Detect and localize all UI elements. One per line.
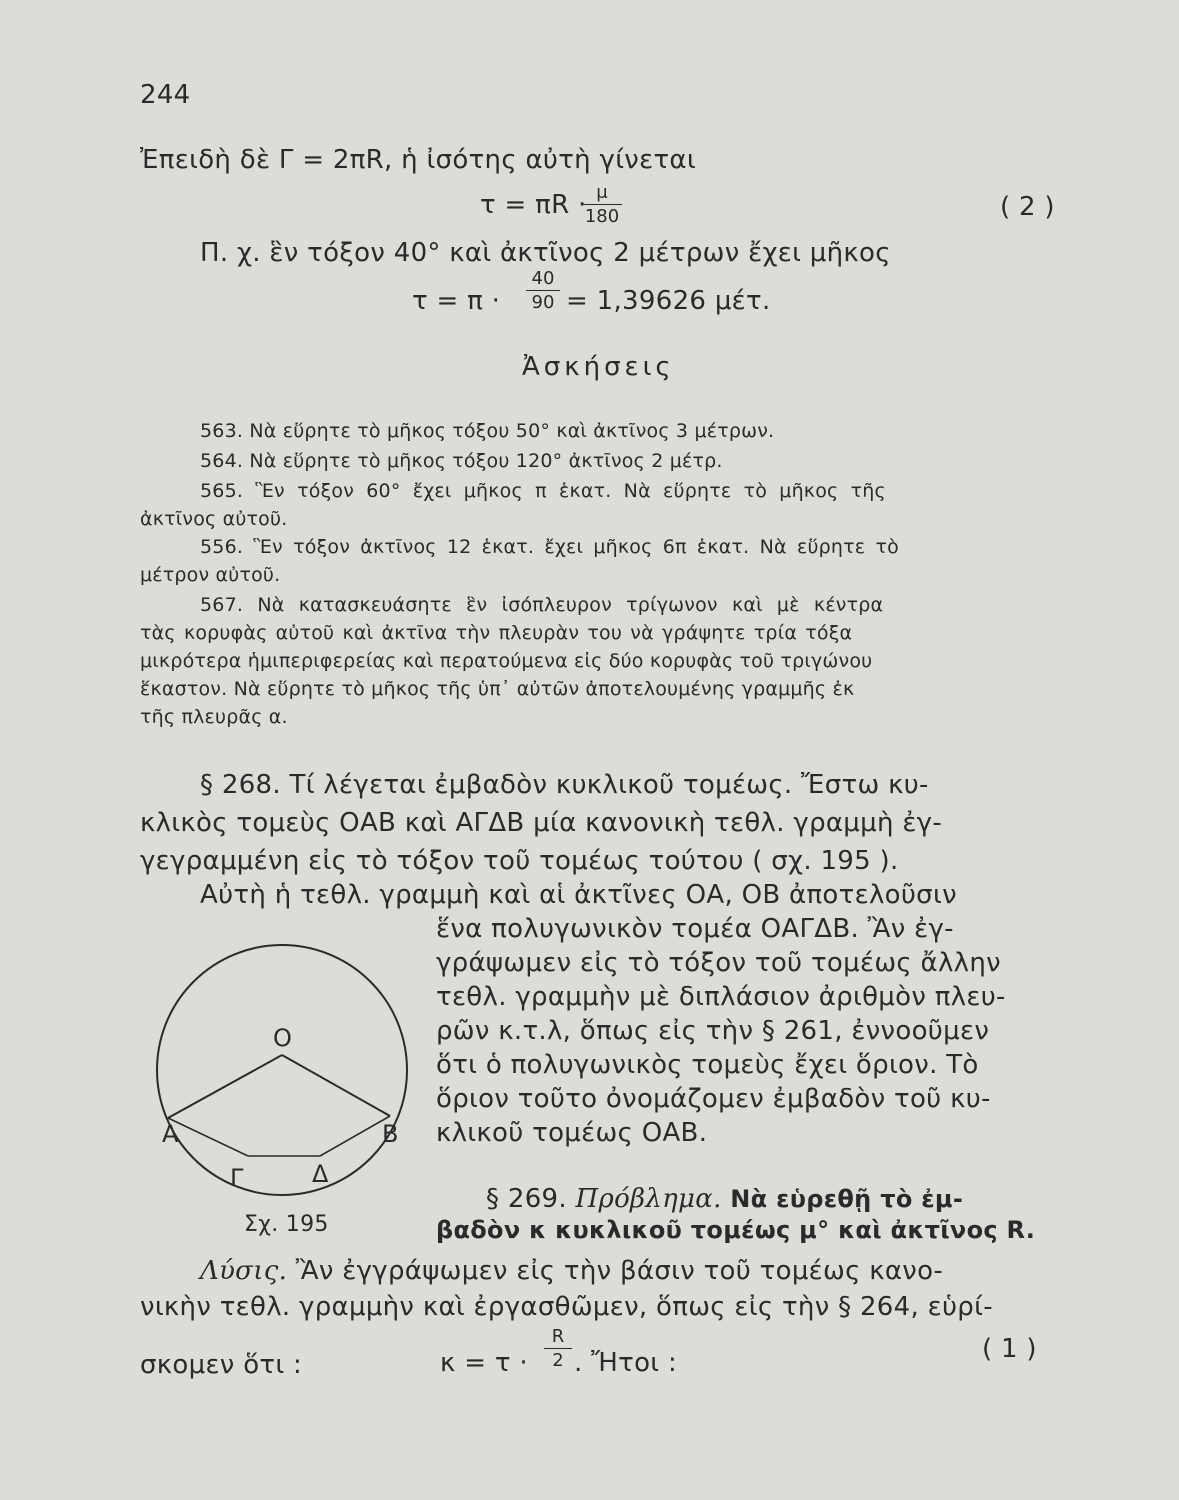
text-line: ὅριον τοῦτο ὀνομάζομεν ἐμβαδὸν τοῦ κυ- <box>436 1084 991 1114</box>
equation-lhs: τ = πR · <box>480 190 587 220</box>
denominator: 90 <box>531 292 555 313</box>
problem-title: Νὰ εὑρεθῇ τὸ ἐμ- <box>730 1185 964 1213</box>
exercise-565: 565. Ἓν τόξον 60° ἔχει μῆκος π ἑκατ. Νὰ εὕρητε τὸ μῆκος τῆς <box>200 480 886 502</box>
text-line: Αὐτὴ ἡ τεθλ. γραμμὴ καὶ αἱ ἀκτῖνες ΟΑ, ΟΒ ἀποτελοῦσιν <box>200 880 957 910</box>
text-line: βαδὸν κ κυκλικοῦ τομέως μ° καὶ ἀκτῖνος R. <box>436 1216 1036 1244</box>
denominator: 2 <box>552 1350 564 1371</box>
text-line: Π. χ. ἓν τόξον 40° καὶ ἀκτῖνος 2 μέτρων ἔχει μῆκος <box>200 238 891 268</box>
exercise-567: 567. Νὰ κατασκευάσητε ἓν ἰσόπλευρον τρίγωνον καὶ μὲ κέντρα <box>200 594 884 616</box>
radius-OB <box>282 1055 390 1116</box>
text-line: ρῶν κ.τ.λ, ὅπως εἰς τὴν § 261, ἐννοοῦμεν <box>436 1016 990 1046</box>
exercises-heading: Ἀσκήσεις <box>522 352 675 382</box>
chord-AG <box>168 1118 248 1156</box>
numerator: R <box>551 1326 565 1347</box>
text-line: γράψωμεν εἰς τὸ τόξον τοῦ τομέως ἄλλην <box>436 948 1001 978</box>
numerator: 40 <box>531 268 555 289</box>
solution-text: Ἂν ἐγγράψωμεν εἰς τὴν βάσιν τοῦ τομέως κανο- <box>295 1256 944 1286</box>
label-G: Γ <box>230 1164 244 1192</box>
label-D: Δ <box>312 1160 329 1188</box>
exercise-567-cont: τῆς πλευρᾶς α. <box>140 706 288 728</box>
equation-3-lhs: τ = π · <box>412 286 501 316</box>
text-line: γεγραμμένη εἰς τὸ τόξον τοῦ τομέως τούτου ( σχ. 195 ). <box>140 846 899 876</box>
exercise-567-cont: τὰς κορυφὰς αὐτοῦ καὶ ἀκτῖνα τὴν πλευρὰν του νὰ γράψητε τρία τόξα <box>140 622 853 644</box>
label-O: Ο <box>273 1024 292 1052</box>
section-269-heading <box>486 1184 963 1214</box>
figure-caption: Σχ. 195 <box>244 1212 329 1237</box>
text-line: κλικὸς τομεὺς ΟΑΒ καὶ ΑΓΔΒ μία κανονικὴ τεθλ. γραμμὴ ἐγ- <box>140 808 943 838</box>
exercise-567-cont: ἕκαστον. Νὰ εὕρητε τὸ μῆκος τῆς ὑπ᾿ αὐτῶν ἀποτελουμένης γραμμῆς ἐκ <box>140 678 855 700</box>
section-268-heading: § 268. Τί λέγεται ἐμβαδὸν κυκλικοῦ τομέως. Ἔστω κυ- <box>200 770 929 800</box>
text-line: νικὴν τεθλ. γραμμὴν καὶ ἐργασθῶμεν, ὅπως εἰς τὴν § 264, εὑρί- <box>140 1292 993 1322</box>
fraction <box>544 1326 572 1371</box>
label-B: Β <box>382 1120 399 1148</box>
fraction <box>582 182 622 227</box>
text-line <box>200 1256 943 1286</box>
text-line: ἕνα πολυγωνικὸν τομέα ΟΑΓΔΒ. Ἂν ἐγ- <box>436 914 954 944</box>
equation-1-lhs: κ = τ · <box>440 1348 528 1378</box>
exercise-564: 564. Νὰ εὕρητε τὸ μῆκος τόξου 120° ἀκτῖνος 2 μέτρ. <box>200 450 723 472</box>
page-number: 244 <box>140 80 191 110</box>
equation-tag: ( 2 ) <box>1000 192 1055 222</box>
exercise-556: 556. Ἓν τόξον ἀκτῖνος 12 ἑκατ. ἔχει μῆκος 6π ἑκατ. Νὰ εὕρητε τὸ <box>200 536 899 558</box>
label-A: Α <box>162 1120 179 1148</box>
exercise-567-cont: μικρότερα ἡμιπεριφερείας καὶ περατούμενα εἰς δύο κορυφὰς τοῦ τριγώνου <box>140 650 873 672</box>
text-line: σκομεν ὅτι : <box>140 1350 303 1380</box>
text-line: τεθλ. γραμμὴν μὲ διπλάσιον ἀριθμὸν πλευ- <box>436 982 1006 1012</box>
problem-label: Πρόβλημα. <box>575 1184 722 1214</box>
exercise-565-cont: ἀκτῖνος αὐτοῦ. <box>140 508 288 530</box>
equation-2 <box>480 190 587 220</box>
exercise-563: 563. Νὰ εὕρητε τὸ μῆκος τόξου 50° καὶ ἀκτῖνος 3 μέτρων. <box>200 420 775 442</box>
text-line: ὅτι ὁ πολυγωνικὸς τομεὺς ἔχει ὅριον. Τὸ <box>436 1050 979 1080</box>
section-number: § 269. <box>486 1184 567 1214</box>
radius-OA <box>168 1055 282 1118</box>
exercise-556-cont: μέτρον αὐτοῦ. <box>140 564 281 586</box>
text-line: Ἐπειδὴ δὲ Γ = 2πR, ἡ ἰσότης αὐτὴ γίνεται <box>140 145 696 175</box>
denominator: 180 <box>584 206 620 227</box>
equation-3-rhs: = 1,39626 μέτ. <box>566 286 771 316</box>
fraction <box>526 268 560 313</box>
solution-label: Λύσις. <box>200 1256 288 1286</box>
text-line: κλικοῦ τομέως ΟΑΒ. <box>436 1118 708 1148</box>
equation-1-rhs: . Ἤτοι : <box>574 1348 678 1378</box>
figure-195 <box>140 920 420 1200</box>
figure-circle <box>157 945 407 1195</box>
numerator: μ <box>596 182 608 203</box>
chord-DB <box>320 1116 390 1156</box>
equation-tag: ( 1 ) <box>982 1334 1037 1364</box>
